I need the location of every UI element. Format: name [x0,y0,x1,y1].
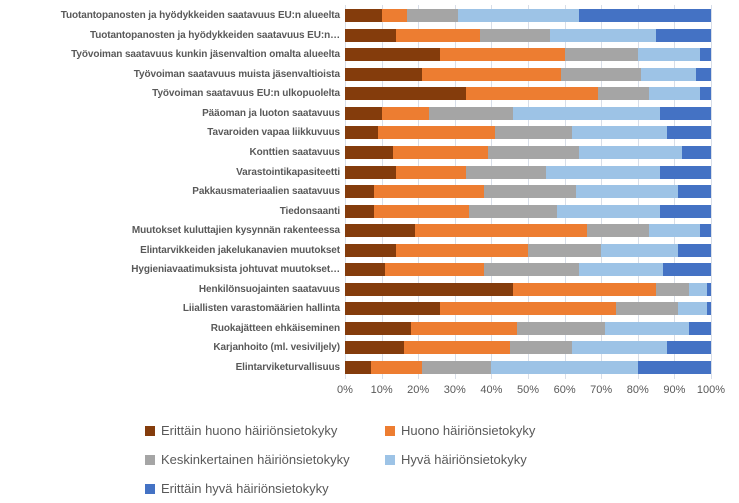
bar-segment [601,244,678,257]
bar-segment [696,68,711,81]
bar-segment [345,29,396,42]
bar-segment [660,205,711,218]
bar-segment [469,205,557,218]
bar-segment [663,263,711,276]
bar-segment [378,126,495,139]
category-label: Muutokset kuluttajien kysynnän rakenteessa [131,225,340,237]
bar-segment [345,302,440,315]
bar-segment [513,107,659,120]
bar-track [345,126,711,139]
bar-segment [641,68,696,81]
bar-segment [422,361,492,374]
bar-segment [572,341,667,354]
chart-row [0,104,711,124]
legend-item [385,452,527,467]
bar-segment [345,283,513,296]
bar-segment [345,244,396,257]
chart-row [0,201,711,221]
bar-segment [345,361,371,374]
x-tick-label: 80% [626,384,649,396]
bar-segment [458,9,579,22]
bar-segment [546,166,659,179]
bar-segment [707,302,711,315]
chart-row [0,319,711,339]
bar-track [345,68,711,81]
bar-track [345,9,711,22]
bar-segment [345,107,382,120]
bar-segment [513,283,656,296]
legend-marker [145,426,155,436]
bar-segment [579,146,681,159]
legend-item [145,423,385,438]
bar-segment [382,9,408,22]
category-label: Työvoiman saatavuus muista jäsenvaltioista [133,68,340,80]
bar-segment [484,185,576,198]
bar-track [345,29,711,42]
legend-label: Keskinkertainen häiriönsietokyky [161,452,350,467]
category-label: Hygieniavaatimuksista johtuvat muutokset… [131,264,340,276]
bar-track [345,341,711,354]
bar-segment [605,322,689,335]
category-label: Tuotantopanosten ja hyödykkeiden saatavuus EU:n alueelta [60,10,340,22]
chart-row [0,260,711,280]
category-label: Pakkausmateriaalien saatavuus [192,186,340,198]
legend-label: Huono häiriönsietokyky [401,423,536,438]
bar-segment [656,29,711,42]
x-tick-label: 100% [696,384,726,396]
x-tick-label: 60% [553,384,576,396]
bar-segment [345,9,382,22]
x-tick-label: 40% [480,384,503,396]
bar-segment [345,68,422,81]
x-tick-label: 0% [337,384,353,396]
bar-segment [371,361,422,374]
bar-segment [678,302,707,315]
category-label: Karjanhoito (ml. vesiviljely) [213,342,340,354]
bar-track [345,244,711,257]
bar-segment [678,185,711,198]
bar-segment [396,166,466,179]
chart-row [0,299,711,319]
bar-segment [374,185,484,198]
category-label: Liiallisten varastomäärien hallinta [182,303,340,315]
bar-segment [396,244,528,257]
category-label: Työvoiman saatavuus EU:n ulkopuolelta [152,88,340,100]
chart-row [0,162,711,182]
category-label: Tiedonsaanti [279,205,340,217]
bar-track [345,185,711,198]
bar-segment [385,263,484,276]
legend-row [145,416,535,445]
legend-label: Erittäin huono häiriönsietokyky [161,423,338,438]
category-label: Varastointikapasiteetti [236,166,340,178]
bar-segment [495,126,572,139]
bar-segment [374,205,469,218]
legend-marker [145,484,155,494]
x-tick-label: 10% [370,384,393,396]
bar-track [345,107,711,120]
chart-row [0,123,711,143]
category-label: Tuotantopanosten ja hyödykkeiden saatavuus EU:n… [89,29,340,41]
bar-segment [415,224,587,237]
bar-segment [579,263,663,276]
category-label: Henkilönsuojainten saatavuus [198,283,340,295]
chart-row [0,182,711,202]
bar-track [345,322,711,335]
bar-segment [404,341,510,354]
category-label: Elintarvikkeiden jakelukanavien muutokset [140,244,340,256]
chart-row [0,240,711,260]
gridline [711,5,712,379]
category-label: Ruokajätteen ehkäiseminen [210,322,340,334]
bar-track [345,224,711,237]
legend-marker [385,455,395,465]
x-tick-label: 50% [516,384,540,396]
legend-item [145,481,385,496]
bar-segment [550,29,656,42]
bar-segment [345,166,396,179]
legend-row [145,474,535,503]
bar-segment [667,341,711,354]
bar-segment [587,224,649,237]
bar-segment [660,166,711,179]
bar-segment [345,341,404,354]
bar-segment [440,48,564,61]
bar-segment [649,87,700,100]
x-tick-label: 90% [663,384,686,396]
chart-row [0,6,711,26]
legend-marker [145,455,155,465]
bar-segment [689,283,707,296]
chart-row [0,26,711,46]
category-label: Konttien saatavuus [249,146,340,158]
chart-row [0,45,711,65]
bar-segment [407,9,458,22]
bar-segment [579,9,711,22]
bar-segment [565,48,638,61]
bar-segment [660,107,711,120]
chart-row [0,65,711,85]
category-label: Tavaroiden vapaa liikkuvuus [207,127,340,139]
bar-segment [561,68,642,81]
bar-segment [638,361,711,374]
bar-segment [382,107,430,120]
bar-segment [345,87,466,100]
bar-segment [517,322,605,335]
bar-segment [345,48,440,61]
bar-segment [700,48,711,61]
legend-row [145,445,535,474]
legend-item [385,423,535,438]
bar-segment [510,341,572,354]
bar-segment [678,244,711,257]
bar-segment [345,322,411,335]
bar-segment [572,126,667,139]
legend-item [145,452,385,467]
bar-segment [345,205,374,218]
bar-track [345,302,711,315]
bar-segment [345,126,378,139]
bar-segment [682,146,711,159]
bar-segment [700,224,711,237]
bar-track [345,283,711,296]
bar-segment [422,68,561,81]
bar-track [345,166,711,179]
bar-segment [345,185,374,198]
bar-segment [700,87,711,100]
bar-segment [429,107,513,120]
chart-row [0,143,711,163]
chart-row [0,358,711,378]
x-axis [337,384,726,398]
chart-row [0,338,711,358]
bar-segment [576,185,678,198]
bar-segment [440,302,616,315]
chart-legend [145,416,535,503]
legend-marker [385,426,395,436]
bar-segment [649,224,700,237]
bar-segment [488,146,580,159]
chart-row [0,221,711,241]
bar-segment [557,205,659,218]
chart-rows [0,6,711,377]
bar-segment [480,29,550,42]
chart-row [0,84,711,104]
bar-segment [411,322,517,335]
bar-segment [707,283,711,296]
bar-segment [396,29,480,42]
bar-segment [667,126,711,139]
bar-segment [689,322,711,335]
bar-track [345,361,711,374]
bar-segment [466,87,598,100]
bar-segment [656,283,689,296]
bar-segment [393,146,488,159]
bar-segment [638,48,700,61]
category-label: Pääoman ja luoton saatavuus [202,107,340,119]
category-label: Työvoiman saatavuus kunkin jäsenvaltion omalta alueelta [71,49,340,61]
x-tick-label: 20% [407,384,430,396]
bar-track [345,87,711,100]
bar-segment [345,263,385,276]
category-label: Elintarviketurvallisuus [235,361,340,373]
bar-segment [616,302,678,315]
x-tick-label: 30% [443,384,466,396]
x-tick-label: 70% [590,384,613,396]
bar-segment [491,361,637,374]
bar-track [345,48,711,61]
bar-segment [598,87,649,100]
bar-segment [466,166,547,179]
bar-track [345,146,711,159]
legend-label: Erittäin hyvä häiriönsietokyky [161,481,329,496]
bar-track [345,263,711,276]
legend-label: Hyvä häiriönsietokyky [401,452,527,467]
bar-segment [345,146,393,159]
bar-segment [345,224,415,237]
chart-row [0,279,711,299]
bar-segment [484,263,579,276]
bar-track [345,205,711,218]
bar-segment [528,244,601,257]
